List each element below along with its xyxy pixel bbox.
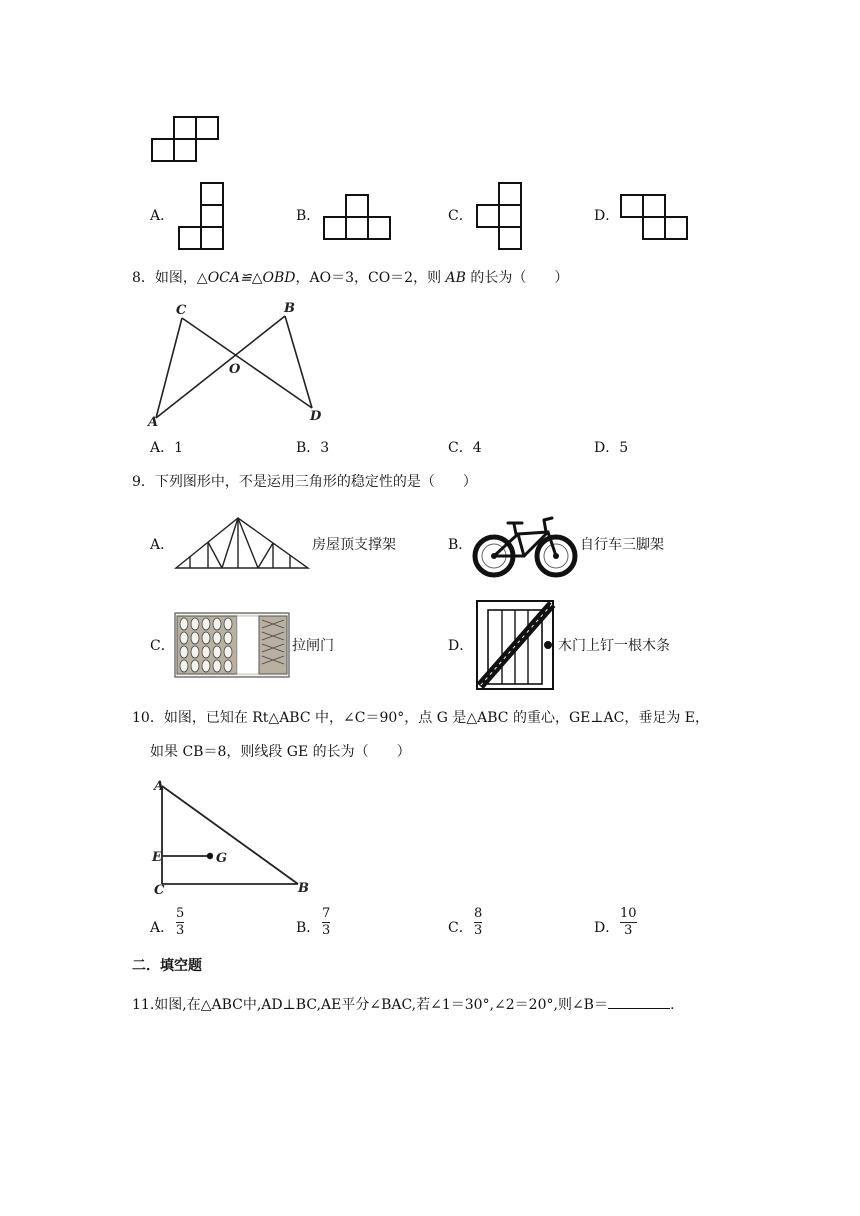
q9-option-b-label: B． <box>448 537 473 553</box>
q9-bicycle-image[interactable] <box>472 514 578 580</box>
side-ab <box>162 786 298 884</box>
q10-stem-line2: 如果 CB＝8，则线段 GE 的长为（ ） <box>150 744 411 760</box>
option-value: 5 <box>619 440 629 456</box>
q9-stem: 9．下列图形中，不是运用三角形的稳定性的是（ ） <box>132 474 477 490</box>
q8-stem <box>132 268 568 288</box>
q8-option-c[interactable] <box>448 438 482 458</box>
q8-text-after: 的长为（ ） <box>470 270 569 286</box>
q8-option-b[interactable] <box>296 438 329 458</box>
q11-text: 11.如图,在△ABC中,AD⊥BC,AE平分∠BAC,若∠1＝30°,∠2＝20°,则∠B＝ <box>132 997 608 1013</box>
q7-option-b-label: B． <box>296 208 321 224</box>
q9-option-c-label: C． <box>150 638 175 654</box>
label-c: C <box>154 883 165 898</box>
q8-given: ，AO＝3，CO＝2，则 <box>295 270 442 286</box>
q7-option-d-label: D． <box>594 208 620 224</box>
option-value: 3 <box>320 440 330 456</box>
denominator: 3 <box>624 923 633 938</box>
q8-target: AB <box>445 270 466 286</box>
q7-option-a-label: A． <box>150 208 175 224</box>
q7-option-c-shape[interactable] <box>474 181 524 253</box>
q10-option-a-label: A． <box>150 920 175 936</box>
denominator: 3 <box>474 923 483 938</box>
label-g: G <box>216 851 228 866</box>
q9-option-c-caption: 拉闸门 <box>292 638 334 654</box>
q9-option-a-label: A． <box>150 537 175 553</box>
q9-option-d-caption: 木门上钉一根木条 <box>558 638 670 654</box>
q8-number: 8． <box>132 270 155 286</box>
label-o: O <box>229 362 241 377</box>
segment-ba <box>156 316 285 418</box>
option-label: C． <box>448 440 473 456</box>
q9-roof-truss-image[interactable] <box>172 514 312 574</box>
q10-stem-line1: 10．如图，已知在 Rt△ABC 中，∠C＝90°，点 G 是△ABC 的重心，GE⊥AC，垂足为 E， <box>132 710 710 726</box>
numerator: 5 <box>176 906 185 921</box>
q7-option-c-label: C． <box>448 208 473 224</box>
q11-end: . <box>669 997 675 1013</box>
point-g <box>207 853 213 859</box>
option-value: 1 <box>174 440 184 456</box>
q10-option-c-label: C． <box>448 920 473 936</box>
q10-option-c-fraction[interactable] <box>474 907 482 938</box>
label-a: A <box>154 779 165 794</box>
q10-option-b-label: B． <box>296 920 321 936</box>
option-label: B． <box>296 440 321 456</box>
option-label: D． <box>594 440 620 456</box>
q8-text-before: 如图， <box>154 270 197 286</box>
option-label: A． <box>150 440 175 456</box>
q7-option-d-shape[interactable] <box>618 193 692 243</box>
q7-option-b-shape[interactable] <box>322 193 394 243</box>
numerator: 7 <box>322 906 331 921</box>
numerator: 8 <box>474 906 483 921</box>
q11-stem <box>132 994 674 1015</box>
label-b: B <box>298 881 309 896</box>
label-b: B <box>284 301 295 316</box>
q9-option-b-caption: 自行车三脚架 <box>580 537 664 553</box>
q9-door-brace-image[interactable] <box>474 598 556 692</box>
segment-ca <box>156 318 182 418</box>
segment-bd <box>285 316 312 408</box>
label-a: A <box>148 415 159 430</box>
q10-option-d-fraction[interactable] <box>620 907 637 938</box>
section-title-fill-in: 二．填空题 <box>132 958 202 974</box>
numerator: 10 <box>620 906 637 921</box>
label-c: C <box>176 303 187 318</box>
q10-option-d-label: D． <box>594 920 620 936</box>
q9-option-a-caption: 房屋顶支撑架 <box>312 537 396 553</box>
q10-option-b-fraction[interactable] <box>322 907 330 938</box>
q8-congruence: △OCA≌△OBD <box>196 270 296 286</box>
q8-figure <box>140 296 340 432</box>
option-value: 4 <box>472 440 482 456</box>
q7-given-shape <box>150 115 222 163</box>
label-d: D <box>310 409 322 424</box>
q9-option-d-label: D． <box>448 638 474 654</box>
q10-option-a-fraction[interactable] <box>176 907 184 938</box>
q11-answer-blank[interactable] <box>608 994 670 1009</box>
q10-figure <box>148 776 318 898</box>
q8-option-d[interactable] <box>594 438 628 458</box>
q9-folding-gate-image[interactable] <box>174 612 290 678</box>
q8-option-a[interactable] <box>150 438 183 458</box>
segment-cd <box>182 318 312 408</box>
q7-option-a-shape[interactable] <box>176 181 226 253</box>
denominator: 3 <box>322 923 331 938</box>
label-e: E <box>152 850 162 865</box>
denominator: 3 <box>176 923 185 938</box>
